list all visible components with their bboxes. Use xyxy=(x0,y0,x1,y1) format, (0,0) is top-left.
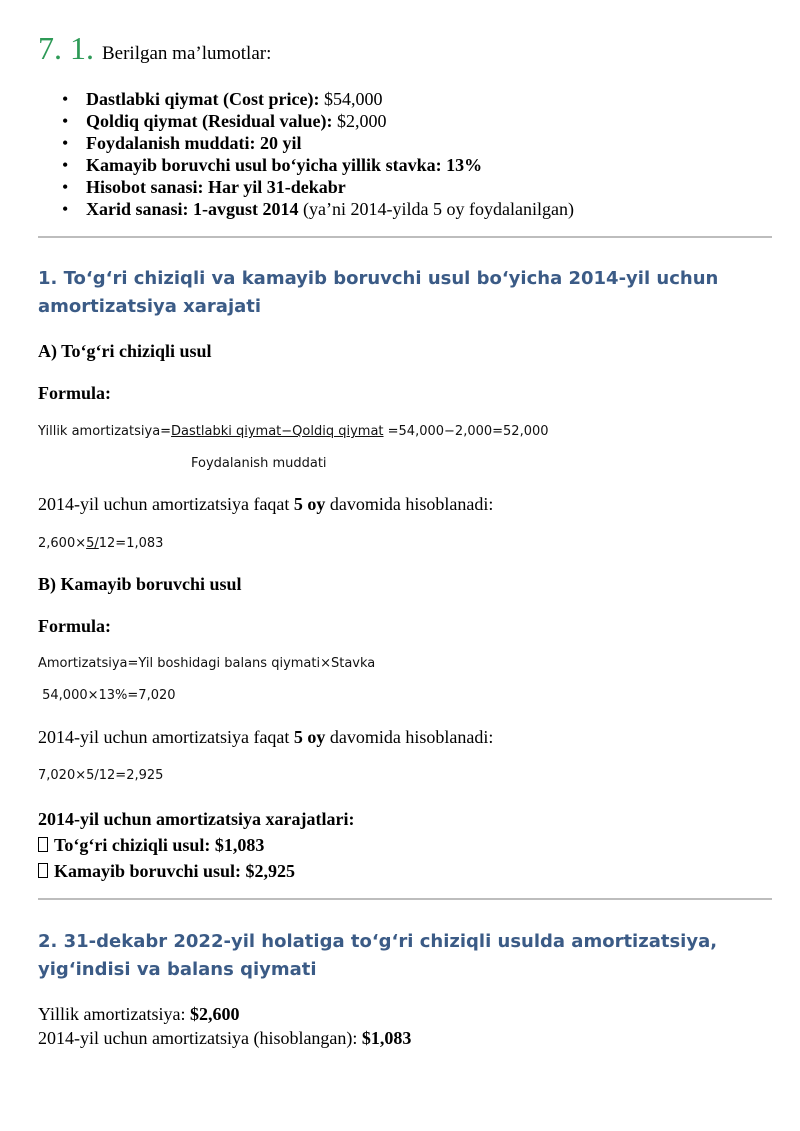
calc-declining-annual: 54,000×13%=7,020 xyxy=(38,688,176,703)
calc-straight-line: 2,600×5/12=1,083 xyxy=(38,536,164,551)
annual-depreciation-line: Yillik amortizatsiya: $2,600 xyxy=(38,1004,240,1024)
calc-declining: 7,020×5/12=2,925 xyxy=(38,768,164,783)
subsection-b-title: B) Kamayib boruvchi usul xyxy=(38,574,242,594)
section-heading xyxy=(38,30,271,67)
list-item: • Foydalanish muddati: 20 yil xyxy=(62,132,574,154)
summary-title: 2014-yil uchun amortizatsiya xarajatlari: xyxy=(38,809,355,829)
list-item: • Dastlabki qiymat (Cost price): $54,000 xyxy=(62,88,574,110)
formula-straight-line: Yillik amortizatsiya=Dastlabki qiymat−Qoldiq qiymat =54,000−2,000=52,000 xyxy=(38,424,549,439)
subsection-a-title: A) To‘g‘ri chiziqli usul xyxy=(38,341,212,361)
list-item: • Kamayib boruvchi usul bo‘yicha yillik stavka: 13% xyxy=(62,154,574,176)
list-item: • Xarid sanasi: 1-avgust 2014 (ya’ni 2014-yilda 5 oy foydalanilgan) xyxy=(62,198,574,220)
section2-title: 2. 31-dekabr 2022-yil holatiga to‘g‘ri chiziqli usulda amortizatsiya, yig‘indisi va balans qiymati xyxy=(38,931,718,980)
given-data-list xyxy=(62,88,574,220)
formula-label: Formula: xyxy=(38,616,111,636)
note-five-months: 2014-yil uchun amortizatsiya faqat 5 oy davomida hisoblanadi: xyxy=(38,727,494,747)
note-five-months: 2014-yil uchun amortizatsiya faqat 5 oy davomida hisoblanadi: xyxy=(38,494,494,514)
section2-body xyxy=(38,1002,411,1050)
formula-label: Formula: xyxy=(38,383,111,403)
formula-numerator: Dastlabki qiymat−Qoldiq qiymat xyxy=(171,424,384,439)
divider xyxy=(38,898,772,900)
section1-title: 1. To‘g‘ri chiziqli va kamayib boruvchi usul bo‘yicha 2014-yil uchun amortizatsiya xarajati xyxy=(38,268,719,317)
heading-text: Berilgan ma’lumotlar: xyxy=(102,43,272,64)
formula-denominator: Foydalanish muddati xyxy=(191,456,327,471)
checkbox-glyph-icon xyxy=(38,863,48,878)
checkbox-glyph-icon xyxy=(38,837,48,852)
divider xyxy=(38,236,772,238)
depreciation-2014-line: 2014-yil uchun amortizatsiya (hisoblangan): $1,083 xyxy=(38,1028,412,1048)
heading-number: 7. 1. xyxy=(38,30,94,66)
summary-block xyxy=(38,806,354,884)
list-item: • Qoldiq qiymat (Residual value): $2,000 xyxy=(62,110,574,132)
summary-line: Kamayib boruvchi usul: $2,925 xyxy=(38,858,354,884)
formula-declining: Amortizatsiya=Yil boshidagi balans qiymati×Stavka xyxy=(38,656,376,671)
summary-line: To‘g‘ri chiziqli usul: $1,083 xyxy=(38,832,354,858)
list-item: • Hisobot sanasi: Har yil 31-dekabr xyxy=(62,176,574,198)
